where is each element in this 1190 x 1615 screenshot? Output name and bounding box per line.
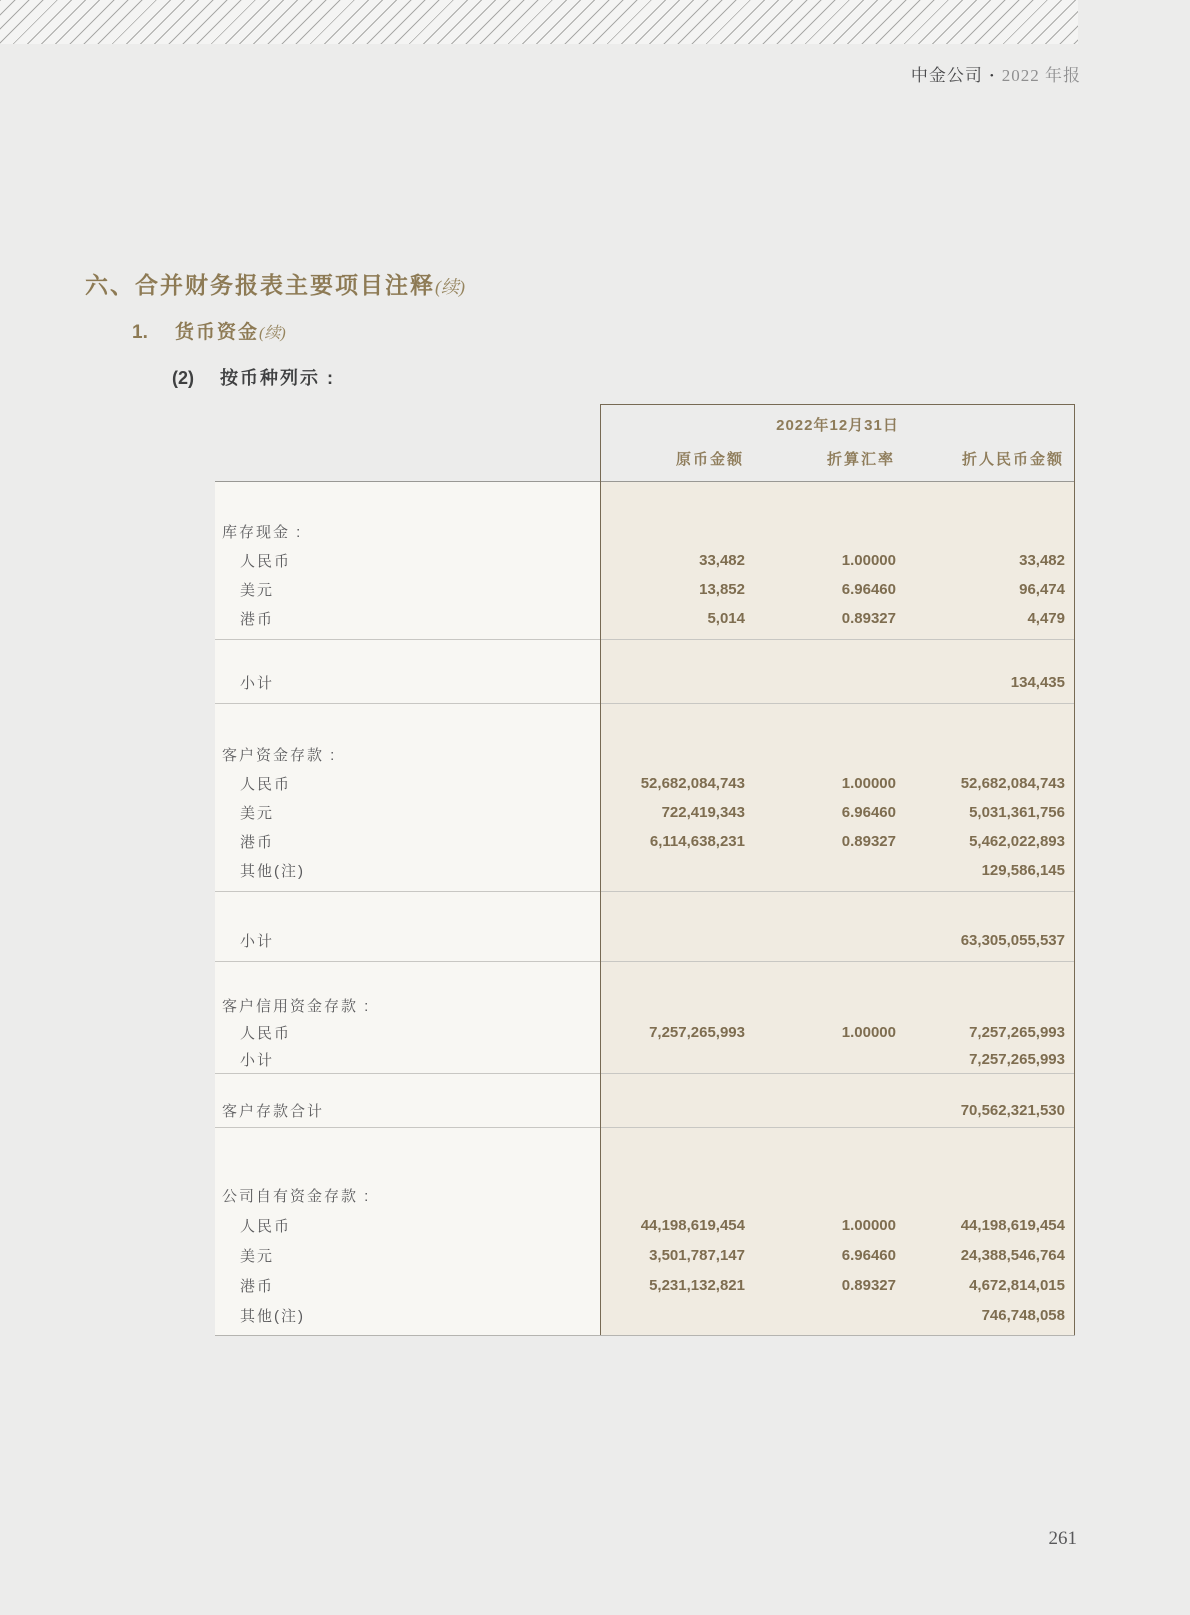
cell-cny-amount: 52,682,084,743	[960, 775, 1065, 792]
cell-cny-amount: 7,257,265,993	[969, 1051, 1065, 1068]
section-title	[85, 267, 465, 300]
table-section	[215, 1127, 1075, 1335]
table-row	[215, 926, 1075, 955]
page-number: 261	[1048, 1528, 1077, 1549]
row-label: 公司自有资金存款 :	[222, 1187, 371, 1205]
cell-cny-amount: 63,305,055,537	[960, 932, 1065, 949]
table-row	[215, 1046, 1075, 1073]
cell-exchange-rate: 0.89327	[841, 833, 896, 850]
cell-original-amount: 44,198,619,454	[640, 1216, 745, 1234]
row-label: 美元	[240, 1247, 275, 1265]
table-row	[215, 1270, 1075, 1300]
row-label: 人民币	[240, 776, 292, 793]
cell-exchange-rate: 1.00000	[841, 552, 896, 569]
table-section	[215, 891, 1075, 961]
column-headers	[601, 448, 1074, 472]
column-header-exchange-rate: 折算汇率	[826, 451, 895, 468]
cell-cny-amount: 129,586,145	[981, 862, 1065, 879]
cell-exchange-rate: 1.00000	[841, 775, 896, 792]
cell-cny-amount: 44,198,619,454	[960, 1216, 1065, 1234]
cell-cny-amount: 5,462,022,893	[969, 833, 1065, 850]
table-row	[215, 1240, 1075, 1270]
cell-exchange-rate: 6.96460	[841, 1246, 896, 1264]
row-label: 客户资金存款 :	[222, 747, 337, 764]
table-row	[215, 856, 1075, 885]
subsection-title	[132, 317, 286, 344]
cell-cny-amount: 746,748,058	[981, 1306, 1065, 1324]
row-label: 小计	[240, 675, 275, 692]
row-label: 港币	[240, 834, 275, 851]
cell-original-amount: 33,482	[699, 552, 745, 569]
row-label: 其他(注)	[240, 863, 305, 880]
row-label: 美元	[240, 582, 275, 599]
cell-original-amount: 7,257,265,993	[649, 1024, 745, 1041]
row-label: 人民币	[240, 1217, 292, 1235]
table-body	[215, 481, 1075, 1336]
table-row	[215, 769, 1075, 798]
row-label: 客户存款合计	[222, 1103, 325, 1120]
cell-cny-amount: 24,388,546,764	[960, 1246, 1065, 1264]
item-title	[172, 364, 335, 390]
row-label: 美元	[240, 805, 275, 822]
cell-exchange-rate: 0.89327	[841, 1276, 896, 1294]
table-row	[215, 517, 1075, 546]
report-edition: 2022 年报	[1001, 66, 1081, 85]
table-row	[215, 992, 1075, 1019]
row-label: 客户信用资金存款 :	[222, 998, 371, 1015]
cell-original-amount: 5,231,132,821	[649, 1276, 745, 1294]
cell-original-amount: 5,014	[707, 610, 745, 627]
table-section	[215, 639, 1075, 703]
row-label: 港币	[240, 1277, 275, 1295]
cell-cny-amount: 134,435	[1010, 674, 1065, 691]
table-header	[600, 404, 1075, 481]
cell-cny-amount: 5,031,361,756	[969, 804, 1065, 821]
table-row	[215, 668, 1075, 697]
cell-original-amount: 722,419,343	[661, 804, 745, 821]
bullet-separator-icon: •	[989, 70, 995, 82]
cell-cny-amount: 7,257,265,993	[969, 1024, 1065, 1041]
cell-original-amount: 52,682,084,743	[640, 775, 745, 792]
currency-table	[215, 404, 1075, 1336]
row-label: 小计	[240, 1052, 275, 1069]
item-number: (2)	[172, 368, 194, 388]
cell-original-amount: 6,114,638,231	[649, 833, 745, 850]
subsection-title-suffix: (续)	[259, 325, 286, 342]
row-label: 小计	[240, 933, 275, 950]
item-title-text: 按币种列示 :	[220, 368, 335, 388]
table-row	[215, 575, 1075, 604]
table-row	[215, 1096, 1075, 1125]
table-row	[215, 1180, 1075, 1210]
table-row	[215, 1300, 1075, 1330]
subsection-title-text: 货币资金	[175, 322, 260, 343]
cell-cny-amount: 4,672,814,015	[969, 1276, 1065, 1294]
company-name: 中金公司	[910, 66, 983, 85]
row-label: 人民币	[240, 1025, 292, 1042]
row-label: 港币	[240, 611, 275, 628]
table-row	[215, 1210, 1075, 1240]
cell-exchange-rate: 6.96460	[841, 804, 896, 821]
section-title-suffix: (续)	[435, 277, 465, 297]
page-header	[911, 66, 1081, 86]
table-section	[215, 1073, 1075, 1127]
cell-exchange-rate: 1.00000	[841, 1216, 896, 1234]
column-header-cny-amount: 折人民币金额	[961, 451, 1064, 468]
cell-cny-amount: 33,482	[1019, 552, 1065, 569]
cell-cny-amount: 70,562,321,530	[960, 1102, 1065, 1119]
row-label: 人民币	[240, 553, 292, 570]
cell-original-amount: 3,501,787,147	[649, 1246, 745, 1264]
table-row	[215, 740, 1075, 769]
cell-exchange-rate: 6.96460	[841, 581, 896, 598]
hatch-pattern-band	[0, 0, 1078, 44]
cell-cny-amount: 4,479	[1027, 610, 1065, 627]
table-row	[215, 546, 1075, 575]
cell-cny-amount: 96,474	[1019, 581, 1065, 598]
section-title-text: 六、合并财务报表主要项目注释	[85, 272, 435, 298]
column-group-date: 2022年12月31日	[776, 417, 899, 434]
table-section	[215, 961, 1075, 1073]
table-section	[215, 703, 1075, 891]
table-row	[215, 1019, 1075, 1046]
row-label: 库存现金 :	[222, 524, 303, 541]
row-label: 其他(注)	[240, 1307, 305, 1325]
subsection-number: 1.	[132, 322, 148, 343]
table-section	[215, 482, 1075, 639]
table-row	[215, 604, 1075, 633]
cell-exchange-rate: 0.89327	[841, 610, 896, 627]
column-header-original-amount: 原币金额	[675, 451, 744, 468]
table-row	[215, 798, 1075, 827]
cell-exchange-rate: 1.00000	[841, 1024, 896, 1041]
table-row	[215, 827, 1075, 856]
cell-original-amount: 13,852	[699, 581, 745, 598]
